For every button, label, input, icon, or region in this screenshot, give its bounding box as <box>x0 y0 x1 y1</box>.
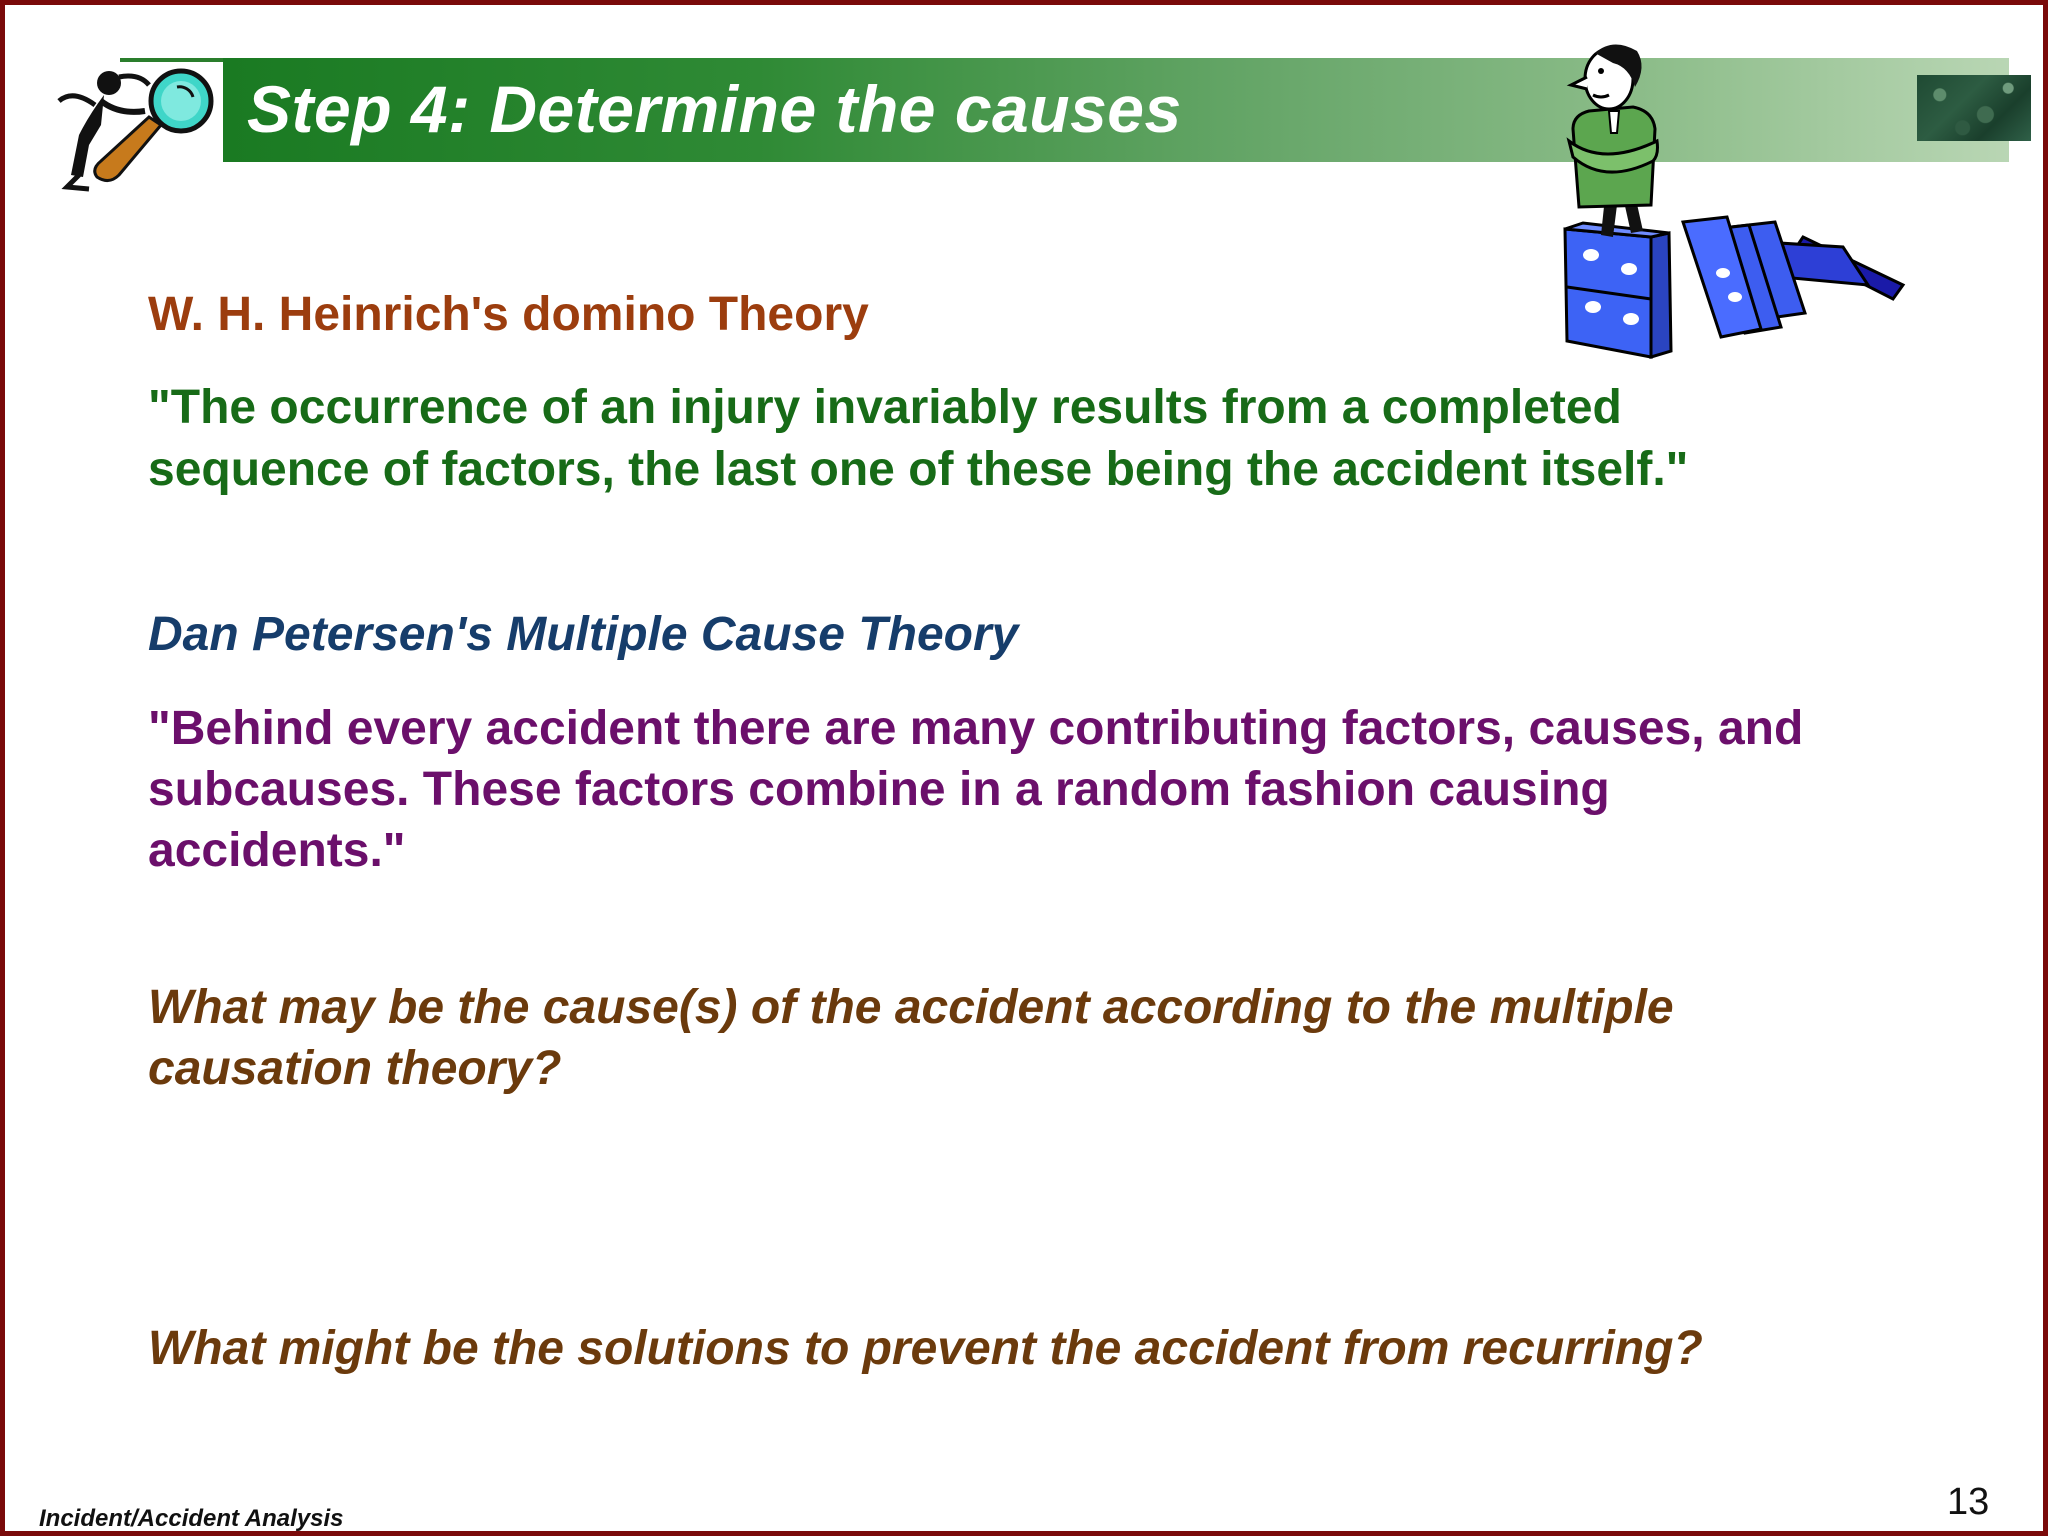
petersen-quote-line: subcauses. These factors combine in a random fashion causing <box>148 763 1610 816</box>
heinrich-quote <box>148 377 1688 501</box>
title-accent-line <box>120 58 223 62</box>
heinrich-quote-line: sequence of factors, the last one of these being the accident itself." <box>148 443 1689 496</box>
question-solutions: What might be the solutions to prevent the accident from recurring? <box>148 1322 1703 1375</box>
question-causes-line: causation theory? <box>148 1042 562 1095</box>
marble-texture-decoration <box>1917 75 2031 141</box>
question-causes <box>148 977 1674 1099</box>
slide-title: Step 4: Determine the causes <box>247 72 1182 146</box>
page-number: 13 <box>1947 1481 1990 1523</box>
petersen-quote-line: "Behind every accident there are many contributing factors, causes, and <box>148 702 1804 755</box>
footer-label: Incident/Accident Analysis <box>39 1505 344 1532</box>
heinrich-heading: W. H. Heinrich's domino Theory <box>148 288 869 341</box>
petersen-quote <box>148 698 1803 881</box>
businessman-on-dominoes-icon <box>1513 37 1913 367</box>
petersen-quote-line: accidents." <box>148 824 406 877</box>
heinrich-quote-line: "The occurrence of an injury invariably results from a completed <box>148 381 1622 434</box>
petersen-heading: Dan Petersen's Multiple Cause Theory <box>148 608 1019 661</box>
magnifying-glass-detective-icon <box>49 65 229 195</box>
question-causes-line: What may be the cause(s) of the accident according to the multiple <box>148 981 1674 1034</box>
